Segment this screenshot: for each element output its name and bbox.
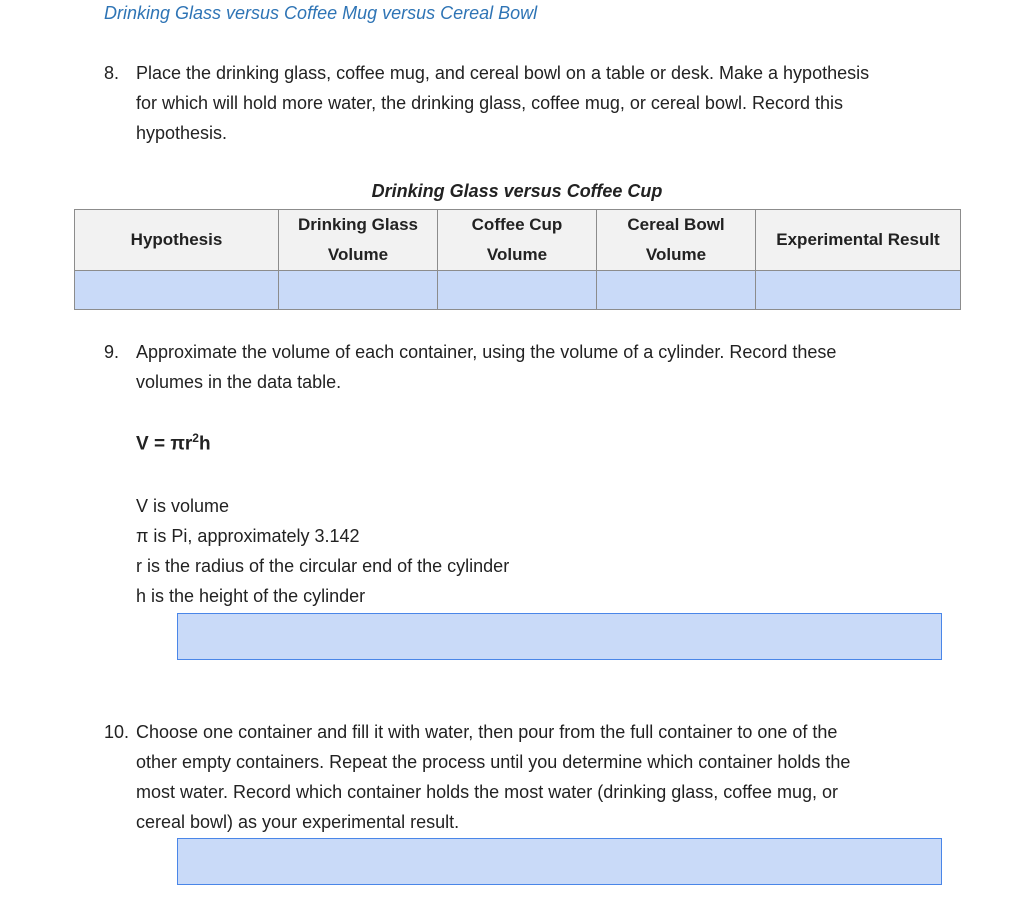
- table-header-row: [75, 210, 961, 271]
- step-10-text: [136, 717, 850, 837]
- step-8-line: hypothesis.: [136, 123, 228, 143]
- definition-line: h is the height of the cylinder: [136, 586, 366, 606]
- header-drinking-glass-volume: [279, 210, 438, 271]
- header-hypothesis: [75, 210, 279, 271]
- header-label: Experimental Result: [776, 230, 940, 249]
- header-label: Volume: [645, 245, 707, 264]
- header-label: Hypothesis: [130, 230, 223, 249]
- volume-formula: [136, 431, 211, 455]
- drinking-glass-volume-input-cell[interactable]: [279, 271, 438, 310]
- step-8-line: Place the drinking glass, coffee mug, and cereal bowl on a table or desk. Make a hypothesis: [136, 63, 870, 83]
- coffee-cup-volume-input-cell[interactable]: [438, 271, 597, 310]
- step-10-line: cereal bowl) as your experimental result.: [136, 812, 460, 832]
- header-label: Drinking Glass: [298, 215, 418, 234]
- step-10-number: 10.: [104, 722, 130, 742]
- experimental-result-input-cell[interactable]: [756, 271, 961, 310]
- step-10-answer-box[interactable]: [177, 838, 942, 885]
- header-label: Cereal Bowl: [627, 215, 725, 234]
- definition-line: V is volume: [136, 496, 230, 516]
- header-label: Volume: [327, 245, 389, 264]
- step-9-line: volumes in the data table.: [136, 372, 342, 392]
- step-9-answer-box[interactable]: [177, 613, 942, 660]
- formula-exponent: 2: [192, 431, 199, 445]
- data-table: [74, 209, 961, 310]
- step-10-line: other empty containers. Repeat the process until you determine which container holds the: [136, 752, 851, 772]
- step-10-line: Choose one container and fill it with water, then pour from the full container to one of the: [136, 722, 838, 742]
- formula-rhs: h: [198, 433, 211, 455]
- header-cereal-bowl-volume: [597, 210, 756, 271]
- formula-definitions: [136, 491, 509, 611]
- hypothesis-input-cell[interactable]: [75, 271, 279, 310]
- definition-line: r is the radius of the circular end of the cylinder: [136, 556, 510, 576]
- step-9-line: Approximate the volume of each container, using the volume of a cylinder. Record these: [136, 342, 837, 362]
- header-label: Coffee Cup: [471, 215, 563, 234]
- section-title: Drinking Glass versus Coffee Mug versus Cereal Bowl: [104, 3, 538, 23]
- formula-lhs: V = πr: [136, 433, 193, 455]
- step-9-number: 9.: [104, 342, 120, 362]
- step-8-number: 8.: [104, 63, 120, 83]
- step-8-line: for which will hold more water, the drinking glass, coffee mug, or cereal bowl. Record this: [136, 93, 843, 113]
- step-8-text: [136, 58, 869, 148]
- header-label: Volume: [486, 245, 548, 264]
- table-title: Drinking Glass versus Coffee Cup: [371, 181, 663, 201]
- definition-line: π is Pi, approximately 3.142: [136, 526, 360, 546]
- header-experimental-result: [756, 210, 961, 271]
- cereal-bowl-volume-input-cell[interactable]: [597, 271, 756, 310]
- step-10-line: most water. Record which container holds the most water (drinking glass, coffee mug, or: [136, 782, 838, 802]
- header-coffee-cup-volume: [438, 210, 597, 271]
- step-9-text: [136, 337, 836, 397]
- table-input-row: [75, 271, 961, 310]
